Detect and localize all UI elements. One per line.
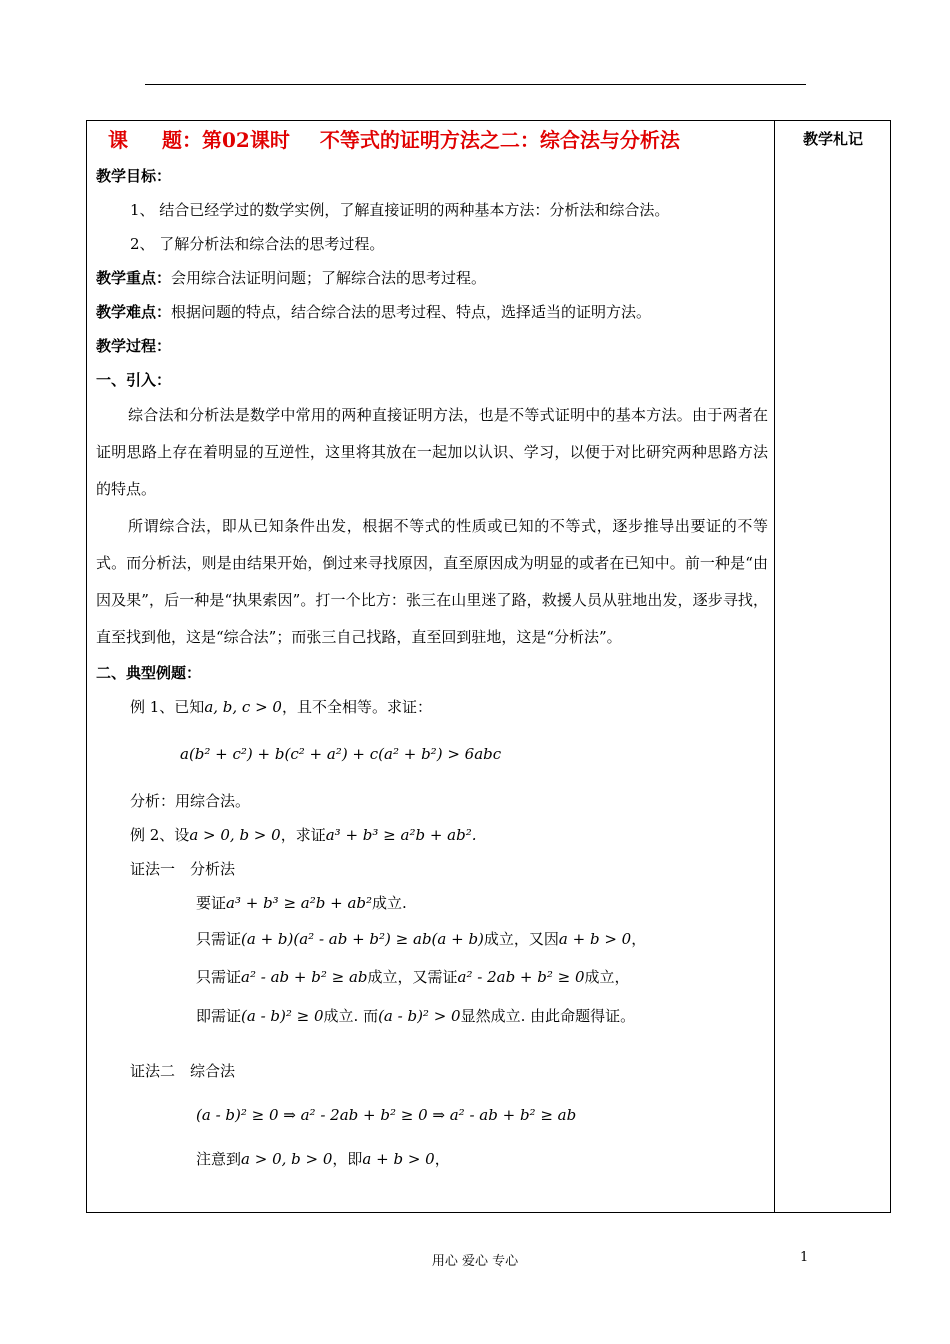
step-text: ，	[631, 930, 647, 948]
page-number: 1	[800, 1250, 809, 1265]
step-text: ，即	[332, 1150, 363, 1168]
lesson-content	[96, 124, 768, 1176]
proof2-formula: (a - b)² ≥ 0 ⇒ a² - 2ab + b² ≥ 0 ⇒ a² - ab + b² ≥ ab	[196, 1106, 577, 1124]
step-text: 只需证	[196, 968, 242, 986]
examples-heading: 二、典型例题：	[96, 664, 202, 682]
title-period: 题：第02课时	[162, 128, 290, 152]
step-text: 成立.	[372, 894, 407, 912]
step-text: 显然成立. 由此命题得证。	[460, 1007, 636, 1025]
step-text: 成立，	[584, 968, 630, 986]
proof1-step	[96, 886, 768, 920]
step-math: a + b > 0	[558, 930, 632, 948]
objectives-label: 教学目标：	[96, 167, 172, 185]
key-point	[96, 261, 768, 295]
step-text: 成立. 而	[323, 1007, 379, 1025]
ex1-prefix: 例 1、已知	[130, 698, 205, 716]
difficulty-label: 教学难点：	[96, 303, 172, 321]
step-text: ，	[434, 1150, 450, 1168]
difficulty-text: 根据问题的特点，结合综合法的思考过程、特点，选择适当的证明方法。	[171, 303, 652, 321]
proof2-label: 证法二 综合法	[130, 1062, 236, 1080]
step-math: a² - ab + b² ≥ ab	[241, 968, 368, 986]
example-2	[96, 818, 768, 852]
step-text: 只需证	[196, 930, 242, 948]
step-math: (a - b)² ≥ 0	[241, 1007, 324, 1025]
ex2-claim: a³ + b³ ≥ a²b + ab².	[325, 826, 477, 844]
ex1-formula: a(b² + c²) + b(c² + a²) + c(a² + b²) > 6abc	[180, 745, 502, 763]
step-math: a³ + b³ ≥ a²b + ab²	[226, 894, 373, 912]
ex2-mid: ，求证	[280, 826, 326, 844]
intro-paragraph: 综合法和分析法是数学中常用的两种直接证明方法，也是不等式证明中的基本方法。由于两者在证明思路上存在着明显的互逆性，这里将其放在一起加以认识、学习，以便于对比研究两种思路方法的特点。	[96, 406, 768, 498]
objective-item: 1、 结合已经学过的数学实例，了解直接证明的两种基本方法：分析法和综合法。	[130, 201, 670, 219]
step-math: a² - 2ab + b² ≥ 0	[457, 968, 585, 986]
step-math: a > 0, b > 0	[241, 1150, 333, 1168]
step-text: 注意到	[196, 1150, 242, 1168]
step-math: (a - b)² > 0	[378, 1007, 461, 1025]
column-divider	[774, 120, 775, 1213]
step-text: 要证	[196, 894, 227, 912]
lesson-title	[108, 124, 768, 153]
proof1-label: 证法一 分析法	[130, 860, 236, 878]
intro-paragraph: 所谓综合法，即从已知条件出发，根据不等式的性质或已知的不等式，逐步推导出要证的不等式。而分析法，则是由结果开始，倒过来寻找原因，直至原因成为明显的或者在已知中。前一种是“由因及果”，后一种是“执果索因”。打一个比方：张三在山里迷了路，救援人员从驻地出发，逐步寻找，直至找到他，这是“综合法”；而张三自己找路，直至回到驻地，这是“分析法”。	[96, 517, 768, 646]
step-math: (a + b)(a² - ab + b²) ≥ ab(a + b)	[241, 930, 484, 948]
step-text: 成立，又需证	[367, 968, 458, 986]
notes-column-heading: 教学札记	[802, 130, 863, 148]
ex1-suffix: ，且不全相等。求证：	[281, 698, 432, 716]
step-math: a + b > 0	[362, 1150, 435, 1168]
footer-motto: 用心 爱心 专心	[431, 1254, 519, 1269]
proof1-step	[96, 920, 768, 958]
proof1-step	[96, 958, 768, 996]
intro-heading: 一、引入：	[96, 371, 172, 389]
key-point-label: 教学重点：	[96, 269, 172, 287]
ex1-condition: a, b, c > 0	[204, 698, 282, 716]
header-rule	[145, 84, 806, 85]
process-label: 教学过程：	[96, 337, 172, 355]
ex1-analysis: 分析：用综合法。	[130, 792, 251, 810]
key-point-text: 会用综合法证明问题；了解综合法的思考过程。	[171, 269, 487, 287]
ex2-prefix: 例 2、设	[130, 826, 190, 844]
step-text: 成立，又因	[483, 930, 559, 948]
step-text: 即需证	[196, 1007, 242, 1025]
example-1	[96, 690, 768, 724]
ex2-condition: a > 0, b > 0	[189, 826, 281, 844]
proof2-step	[96, 1142, 768, 1176]
title-topic: 不等式的证明方法之二：综合法与分析法	[319, 128, 680, 152]
difficulty	[96, 295, 768, 329]
proof1-step	[96, 996, 768, 1036]
objective-item: 2、 了解分析法和综合法的思考过程。	[130, 235, 385, 253]
title-label: 课	[108, 128, 128, 152]
